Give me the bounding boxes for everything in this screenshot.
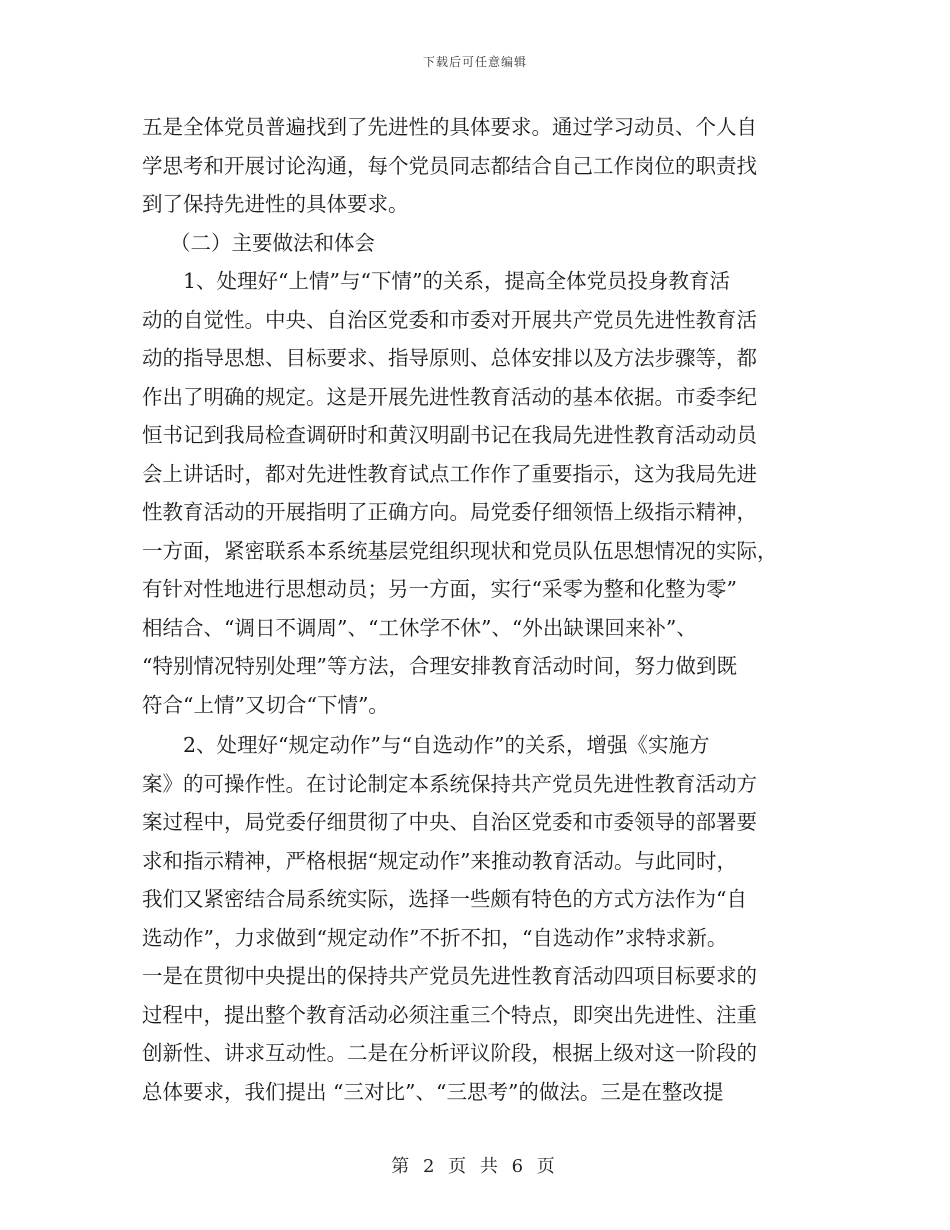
paragraph-line: 一方面，紧密联系本系统基层党组织现状和党员队伍思想情况的实际， [142, 538, 778, 563]
paragraph-line: 2、处理好“规定动作”与“自选动作”的关系，增强《实施方 [183, 733, 710, 757]
paragraph-line: 学思考和开展讨论沟通，每个党员同志都结合自己工作岗位的职责找 [142, 153, 757, 178]
paragraph-line: 五是全体党员普遍找到了先进性的具体要求。通过学习动员、个人自 [142, 115, 757, 139]
page-header-note: 下载后可任意编辑 [422, 55, 527, 69]
paragraph-line: 创新性、讲求互动性。二是在分析评议阶段，根据上级对这一阶段的 [142, 1041, 757, 1065]
paragraph-line: 作出了明确的规定。这是开展先进性教育活动的基本依据。市委李纪 [142, 384, 757, 409]
paragraph-line: 到了保持先进性的具体要求。 [142, 192, 409, 216]
paragraph-line: 恒书记到我局检查调研时和黄汉明副书记在我局先进性教育活动动员 [142, 423, 757, 447]
paragraph-line: 案》的可操作性。在讨论制定本系统保持共产党员先进性教育活动方 [142, 771, 757, 796]
document-body [142, 108, 808, 1111]
paragraph-line: 1、处理好“上情”与“下情”的关系，提高全体党员投身教育活 [183, 269, 730, 293]
paragraph-line: 案过程中，局党委仔细贯彻了中央、自治区党委和市委领导的部署要 [142, 810, 757, 834]
page-number: 第 2 页 共 6 页 [391, 1156, 559, 1177]
paragraph-line: 性教育活动的开展指明了正确方向。局党委仔细领悟上级指示精神， [142, 500, 757, 524]
paragraph-line: 符合“上情”又切合“下情”。 [142, 692, 389, 717]
paragraph-line: 动的指导思想、目标要求、指导原则、总体安排以及方法步骤等，都 [142, 346, 757, 370]
paragraph-line: 总体要求，我们提出 “三对比”、“三思考”的做法。三是在整改提 [142, 1079, 724, 1104]
paragraph-line: “特别情况特别处理”等方法，合理安排教育活动时间，努力做到既 [142, 654, 737, 678]
paragraph-line: 会上讲话时，都对先进性教育试点工作作了重要指示，这为我局先进 [142, 461, 757, 486]
paragraph-line: 求和指示精神，严格根据“规定动作”来推动教育活动。与此同时， [142, 848, 737, 873]
paragraph-line: 动的自觉性。中央、自治区党委和市委对开展共产党员先进性教育活 [142, 307, 757, 332]
paragraph-line: 一是在贯彻中央提出的保持共产党员先进性教育活动四项目标要求的 [142, 964, 757, 988]
paragraph-line: 我们又紧密结合局系统实际，选择一些颇有特色的方式方法作为“自 [142, 887, 747, 911]
paragraph-line: 选动作”，力求做到“规定动作”不折不扣，“自选动作”求特求新。 [142, 925, 728, 950]
section-heading: （二）主要做法和体会 [170, 230, 375, 255]
paragraph-line: 相结合、“调日不调周”、“工休学不休”、“外出缺课回来补”、 [142, 615, 697, 640]
paragraph-line: 过程中，提出整个教育活动必须注重三个特点，即突出先进性、注重 [142, 1002, 757, 1027]
paragraph-line: 有针对性地进行思想动员；另一方面，实行“采零为整和化整为零” [142, 577, 737, 601]
